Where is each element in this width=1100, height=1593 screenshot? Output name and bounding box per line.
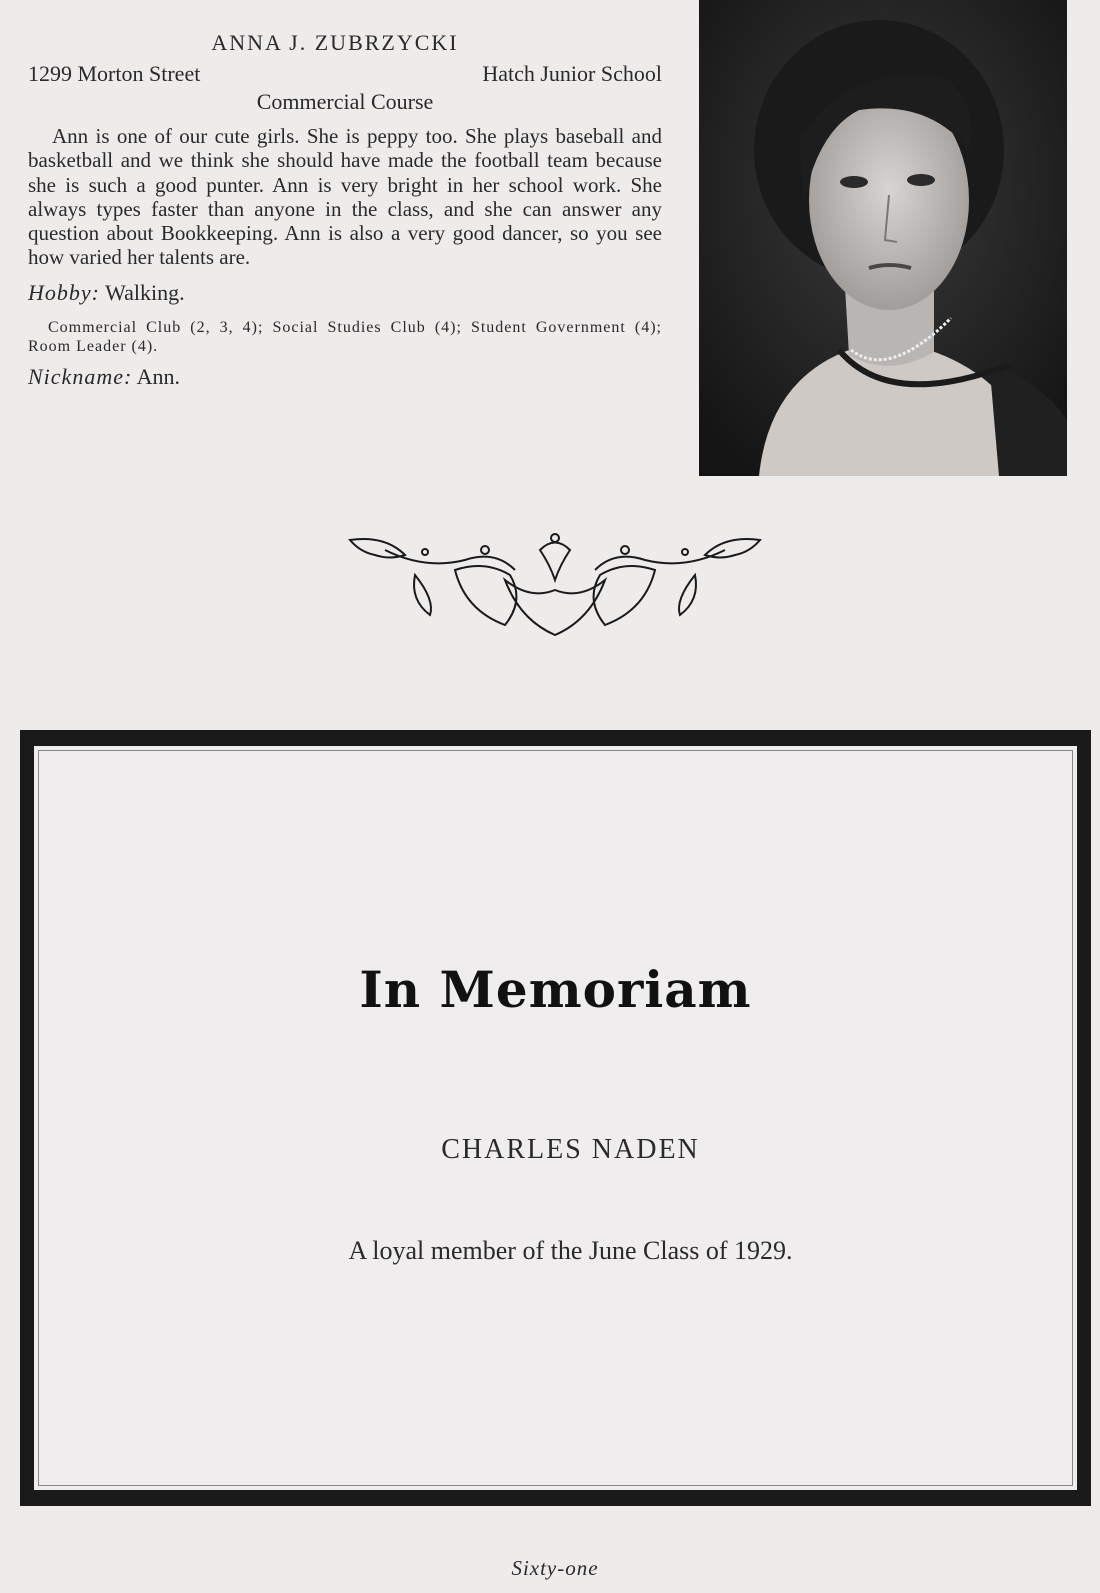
student-entry [28, 30, 662, 400]
student-course: Commercial Course [256, 89, 434, 114]
student-activities: Commercial Club (2, 3, 4); Social Studies Club (4); Student Government (4); Room Leader (4). [28, 318, 662, 355]
frame-inner-line [38, 750, 1073, 1486]
memoriam-title: In Memoriam [359, 960, 752, 1019]
student-bio: Ann is one of our cute girls. She is peppy too. She plays baseball and basketball and we think she should have made the football team because she is such a good punter. Ann is very bright in her school work. She always types faster than anyone in the class, and she can answer any question about Bookkeeping. Ann is also a very good dancer, so you see how varied her talents are. [28, 124, 662, 270]
memoriam-frame [20, 730, 1091, 1506]
student-school: Hatch Junior School [482, 61, 662, 86]
student-portrait-photo [699, 0, 1067, 476]
memoriam-name: CHARLES NADEN [441, 1134, 700, 1165]
hobby-line [28, 278, 662, 308]
student-address: 1299 Morton Street [28, 61, 201, 86]
address-row [28, 60, 662, 88]
nickname-line [28, 362, 662, 392]
memoriam-tribute: A loyal member of the June Class of 1929. [348, 1236, 793, 1265]
nickname-value: Ann. [136, 363, 180, 389]
nickname-label: Nickname: [28, 363, 133, 389]
hobby-label: Hobby: [28, 279, 100, 305]
hobby-value: Walking. [105, 279, 185, 305]
floral-ornament-icon [345, 530, 765, 640]
student-name: ANNA J. ZUBRZYCKI [211, 30, 459, 55]
page-number: Sixty-one [511, 1556, 599, 1580]
